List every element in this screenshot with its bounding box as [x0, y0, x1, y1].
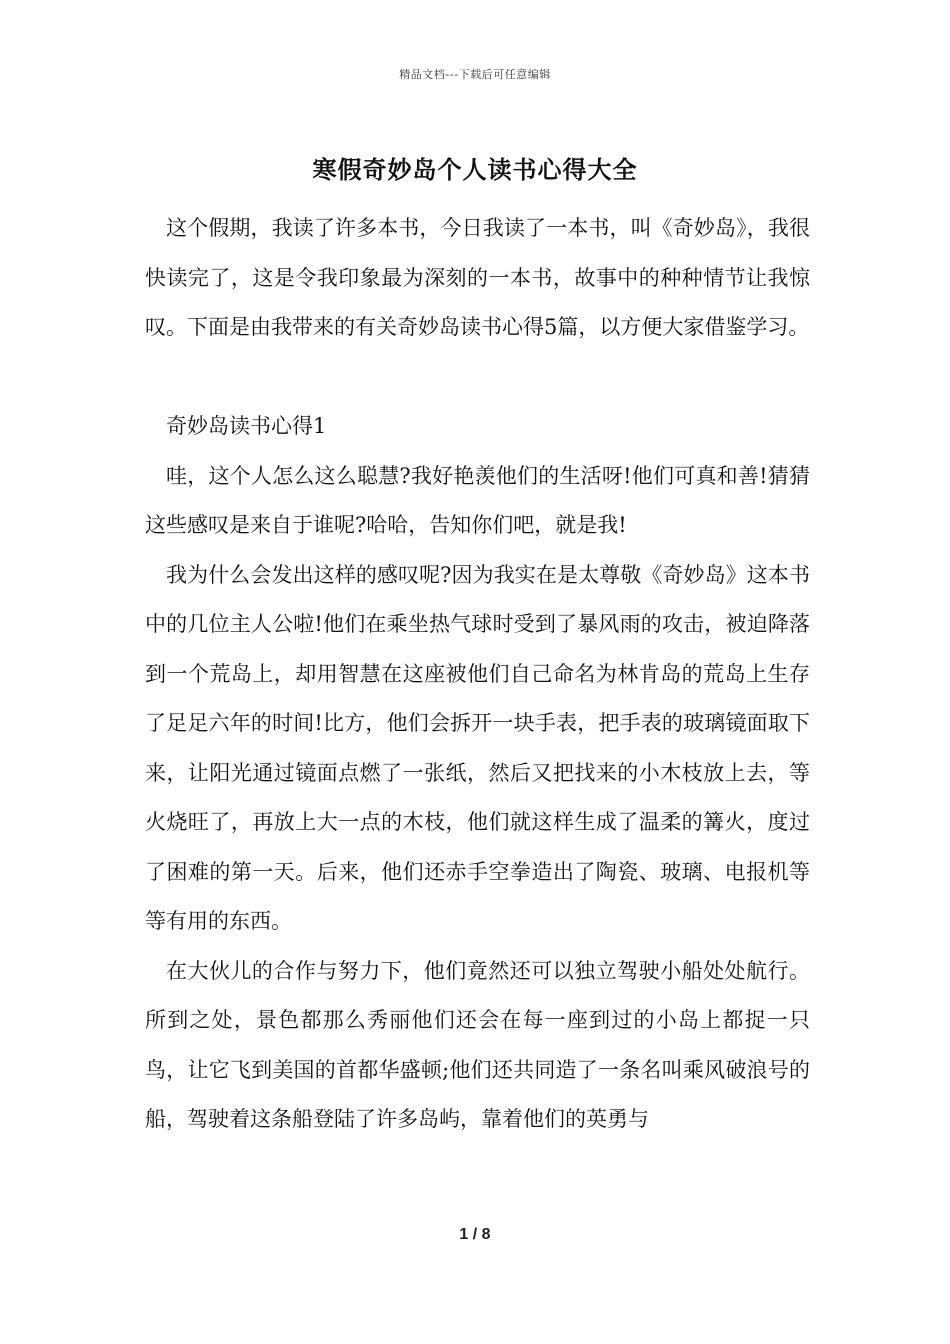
section-heading: 奇妙岛读书心得1	[166, 414, 327, 438]
body-paragraph-1: 哇，这个人怎么这么聪慧?我好艳羡他们的生活呀!他们可真和善!猜猜这些感叹是来自于谁呢?哈哈，告知你们吧，就是我!	[145, 463, 810, 537]
page-number: 1 / 8	[459, 1226, 491, 1243]
intro-paragraph: 这个假期，我读了许多本书，今日我读了一本书，叫《奇妙岛》，我很快读完了，这是令我印象最为深刻的一本书，故事中的种种情节让我惊叹。下面是由我带来的有关奇妙岛读书心得5篇，以方便大家借鉴学习。	[145, 216, 810, 339]
page-header: 精品文档---下载后可任意编辑	[399, 68, 551, 81]
document-title: 寒假奇妙岛个人读书心得大全	[312, 155, 638, 184]
body-paragraph-2: 我为什么会发出这样的感叹呢?因为我实在是太尊敬《奇妙岛》这本书中的几位主人公啦!他们在乘坐热气球时受到了暴风雨的攻击，被迫降落到一个荒岛上，却用智慧在这座被他们自己命名为林肯岛的荒岛上生存了足足六年的时间!比方，他们会拆开一块手表，把手表的玻璃镜面取下来，让阳光通过镜面点燃了一张纸，然后又把找来的小木枝放上去，等火烧旺了，再放上大一点的木枝，他们就这样生成了温柔的篝火，度过了困难的第一天。后来，他们还赤手空拳造出了陶瓷、玻璃、电报机等等有用的东西。	[145, 562, 810, 933]
body-paragraph-3: 在大伙儿的合作与努力下，他们竟然还可以独立驾驶小船处处航行。所到之处，景色都那么秀丽他们还会在每一座到过的小岛上都捉一只鸟，让它飞到美国的首都华盛顿;他们还共同造了一条名叫乘风破浪号的船，驾驶着这条船登陆了许多岛屿，靠着他们的英勇与	[145, 958, 810, 1131]
document-body	[145, 204, 810, 1145]
paragraph-spacer	[145, 353, 810, 403]
